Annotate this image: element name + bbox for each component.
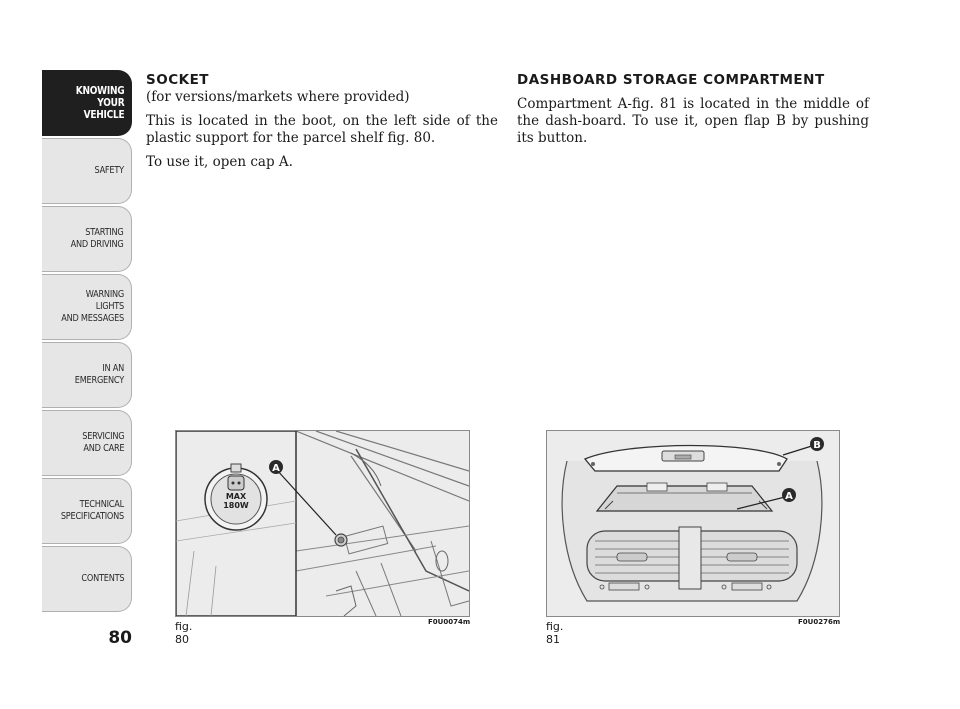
tab-label: WARNING LIGHTS AND MESSAGES [61,289,124,324]
figure-80-caption: fig. 80 [175,620,193,646]
socket-rating-max: MAX [225,492,247,501]
tab-label: CONTENTS [81,573,124,584]
tab-label: KNOWING YOUR VEHICLE [75,84,124,121]
tab-servicing-and-care[interactable] [42,410,132,476]
section-subheading: (for versions/markets where provided) [146,89,410,105]
figure-81-caption: fig. 81 [546,620,564,646]
section-heading: SOCKET [146,72,209,88]
section-heading: DASHBOARD STORAGE COMPARTMENT [517,72,825,88]
paragraph: Compartment A-fig. 81 is located in the middle of the dash-board. To use it, open flap B by pushing its button. [517,96,869,146]
tab-label: SAFETY [94,165,124,176]
tab-knowing-your-vehicle[interactable] [42,70,132,136]
callout-a-label: A [272,463,280,474]
dashboard-compartment-drawing [547,431,839,616]
tab-technical-specifications[interactable] [42,478,132,544]
tab-label: TECHNICAL SPECIFICATIONS [60,499,124,522]
socket-section [146,72,498,178]
tab-label: SERVICING AND CARE [81,431,124,454]
figure-81-code: F0U0276m [798,618,841,626]
tab-label: STARTING AND DRIVING [71,227,124,250]
tab-contents[interactable] [42,546,132,612]
storage-section [517,72,869,154]
callout-b-label: B [813,440,821,451]
figure-80-code: F0U0074m [428,618,471,626]
socket-rating-watts: 180W [223,501,249,510]
callout-a-label: A [785,491,793,502]
tab-safety[interactable] [42,138,132,204]
page-number: 80 [108,628,132,648]
paragraph: To use it, open cap A. [146,154,293,170]
tab-in-an-emergency[interactable] [42,342,132,408]
tab-label: IN AN EMERGENCY [74,363,124,386]
tab-starting-and-driving[interactable] [42,206,132,272]
figure-80-illustration [175,430,470,617]
paragraph: This is located in the boot, on the left side of the plastic support for the parcel shelf fig. 80. [146,113,498,146]
boot-socket-drawing [176,431,469,616]
tab-warning-lights[interactable] [42,274,132,340]
figure-81-illustration [546,430,840,617]
